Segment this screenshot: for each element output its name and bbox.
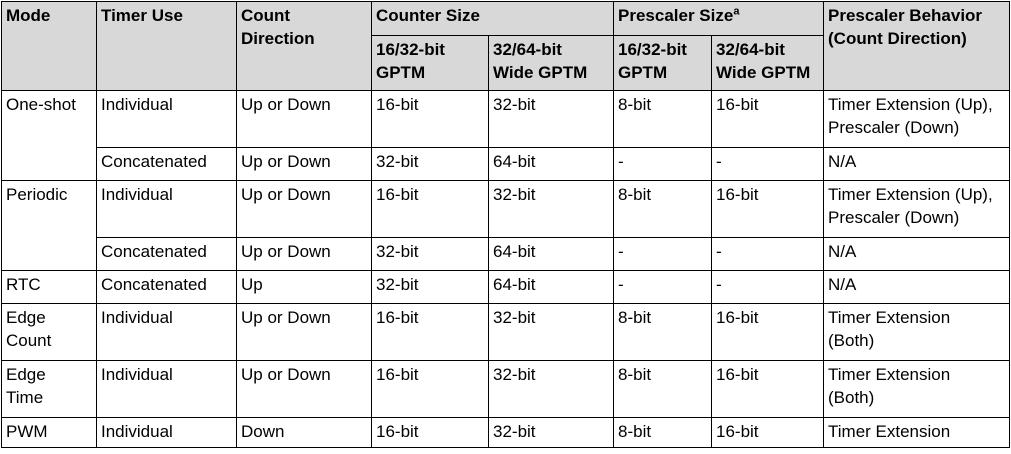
counter-32-64-cell: 64-bit bbox=[489, 148, 614, 181]
prescaler-32-64-cell: 16-bit bbox=[712, 304, 824, 361]
counter-16-32-cell: 16-bit bbox=[372, 181, 489, 238]
counter-16-32-cell: 16-bit bbox=[372, 304, 489, 361]
prescaler-footnote-marker: a bbox=[733, 5, 740, 18]
header-prescaler-32-64 bbox=[712, 36, 824, 91]
behavior-line1: Timer Extension (Up), bbox=[828, 185, 993, 204]
counter-32-64-cell: 32-bit bbox=[489, 91, 614, 148]
header-prescaler-16-32 bbox=[614, 36, 712, 91]
header-prescaler-32-64-line1: 32/64-bit bbox=[716, 40, 785, 59]
header-prescaler-behavior-line2: (Count Direction) bbox=[828, 29, 967, 48]
counter-32-64-cell: 32-bit bbox=[489, 418, 614, 448]
header-prescaler-16-32-line2: GPTM bbox=[618, 63, 668, 82]
header-mode: Mode bbox=[2, 2, 97, 91]
prescaler-behavior-cell bbox=[824, 91, 1010, 148]
prescaler-16-32-cell: 8-bit bbox=[614, 181, 712, 238]
table-row bbox=[2, 91, 1010, 148]
behavior-line1: Timer Extension bbox=[828, 365, 951, 384]
header-counter-size: Counter Size bbox=[372, 2, 614, 36]
prescaler-16-32-cell: 8-bit bbox=[614, 91, 712, 148]
counter-32-64-cell: 32-bit bbox=[489, 304, 614, 361]
counter-32-64-cell: 32-bit bbox=[489, 361, 614, 418]
timer-use-cell: Concatenated bbox=[97, 148, 237, 181]
prescaler-32-64-cell: 16-bit bbox=[712, 361, 824, 418]
prescaler-32-64-cell: - bbox=[712, 238, 824, 271]
table-row bbox=[2, 418, 1010, 448]
table-row bbox=[2, 238, 1010, 271]
mode-cell: Periodic bbox=[2, 181, 97, 271]
table-row bbox=[2, 271, 1010, 304]
count-direction-cell: Down bbox=[237, 418, 372, 448]
counter-32-64-cell: 64-bit bbox=[489, 238, 614, 271]
prescaler-16-32-cell: 8-bit bbox=[614, 361, 712, 418]
mode-line1: Edge bbox=[6, 365, 46, 384]
mode-line2: Time bbox=[6, 388, 44, 407]
mode-cell bbox=[2, 361, 97, 418]
mode-cell bbox=[2, 304, 97, 361]
header-timer-use: Timer Use bbox=[97, 2, 237, 91]
header-count-direction-line2: Direction bbox=[241, 29, 315, 48]
count-direction-cell: Up or Down bbox=[237, 148, 372, 181]
header-counter-32-64-line2: Wide GPTM bbox=[493, 63, 588, 82]
prescaler-16-32-cell: - bbox=[614, 238, 712, 271]
counter-16-32-cell: 16-bit bbox=[372, 91, 489, 148]
prescaler-32-64-cell: 16-bit bbox=[712, 181, 824, 238]
counter-16-32-cell: 32-bit bbox=[372, 148, 489, 181]
timer-use-cell: Individual bbox=[97, 91, 237, 148]
counter-32-64-cell: 64-bit bbox=[489, 271, 614, 304]
counter-16-32-cell: 32-bit bbox=[372, 271, 489, 304]
timer-use-cell: Individual bbox=[97, 418, 237, 448]
count-direction-cell: Up or Down bbox=[237, 238, 372, 271]
prescaler-behavior-cell: N/A bbox=[824, 238, 1010, 271]
header-counter-16-32 bbox=[372, 36, 489, 91]
behavior-line1: Timer Extension bbox=[828, 308, 951, 327]
behavior-line2: (Both) bbox=[828, 388, 875, 407]
prescaler-16-32-cell: 8-bit bbox=[614, 418, 712, 448]
prescaler-behavior-cell: N/A bbox=[824, 148, 1010, 181]
counter-16-32-cell: 16-bit bbox=[372, 361, 489, 418]
counter-16-32-cell: 16-bit bbox=[372, 418, 489, 448]
timer-use-cell: Concatenated bbox=[97, 238, 237, 271]
counter-32-64-cell: 32-bit bbox=[489, 181, 614, 238]
timer-use-cell: Concatenated bbox=[97, 271, 237, 304]
behavior-line2: Prescaler (Down) bbox=[828, 208, 960, 227]
prescaler-32-64-cell: 16-bit bbox=[712, 418, 824, 448]
prescaler-behavior-cell bbox=[824, 361, 1010, 418]
timer-use-cell: Individual bbox=[97, 181, 237, 238]
header-prescaler-behavior-line1: Prescaler Behavior bbox=[828, 6, 983, 25]
header-prescaler-size-label: Prescaler Size bbox=[618, 6, 734, 25]
mode-line2: Count bbox=[6, 331, 52, 350]
prescaler-behavior-cell bbox=[824, 304, 1010, 361]
table-row bbox=[2, 181, 1010, 238]
timer-mode-table bbox=[1, 1, 1010, 448]
table-row bbox=[2, 304, 1010, 361]
header-counter-32-64-line1: 32/64-bit bbox=[493, 40, 562, 59]
prescaler-32-64-cell: - bbox=[712, 148, 824, 181]
count-direction-cell: Up bbox=[237, 271, 372, 304]
prescaler-behavior-cell: Timer Extension bbox=[824, 418, 1010, 448]
count-direction-cell: Up or Down bbox=[237, 181, 372, 238]
header-prescaler-behavior bbox=[824, 2, 1010, 91]
mode-cell: PWM bbox=[2, 418, 97, 448]
header-count-direction bbox=[237, 2, 372, 91]
prescaler-16-32-cell: - bbox=[614, 148, 712, 181]
timer-use-cell: Individual bbox=[97, 361, 237, 418]
mode-line1: Edge bbox=[6, 308, 46, 327]
timer-use-cell: Individual bbox=[97, 304, 237, 361]
counter-16-32-cell: 32-bit bbox=[372, 238, 489, 271]
header-counter-16-32-line1: 16/32-bit bbox=[376, 40, 445, 59]
prescaler-behavior-cell: N/A bbox=[824, 271, 1010, 304]
header-prescaler-size bbox=[614, 2, 824, 36]
header-count-direction-line1: Count bbox=[241, 6, 291, 25]
behavior-line2: Prescaler (Down) bbox=[828, 118, 960, 137]
behavior-line2: (Both) bbox=[828, 331, 875, 350]
header-counter-32-64 bbox=[489, 36, 614, 91]
mode-cell: RTC bbox=[2, 271, 97, 304]
prescaler-16-32-cell: - bbox=[614, 271, 712, 304]
prescaler-32-64-cell: - bbox=[712, 271, 824, 304]
prescaler-32-64-cell: 16-bit bbox=[712, 91, 824, 148]
count-direction-cell: Up or Down bbox=[237, 304, 372, 361]
prescaler-16-32-cell: 8-bit bbox=[614, 304, 712, 361]
count-direction-cell: Up or Down bbox=[237, 91, 372, 148]
behavior-line1: Timer Extension (Up), bbox=[828, 95, 993, 114]
table-row bbox=[2, 148, 1010, 181]
mode-cell: One-shot bbox=[2, 91, 97, 181]
prescaler-behavior-cell bbox=[824, 181, 1010, 238]
header-counter-16-32-line2: GPTM bbox=[376, 63, 426, 82]
header-prescaler-16-32-line1: 16/32-bit bbox=[618, 40, 687, 59]
table-row bbox=[2, 361, 1010, 418]
count-direction-cell: Up or Down bbox=[237, 361, 372, 418]
header-prescaler-32-64-line2: Wide GPTM bbox=[716, 63, 811, 82]
